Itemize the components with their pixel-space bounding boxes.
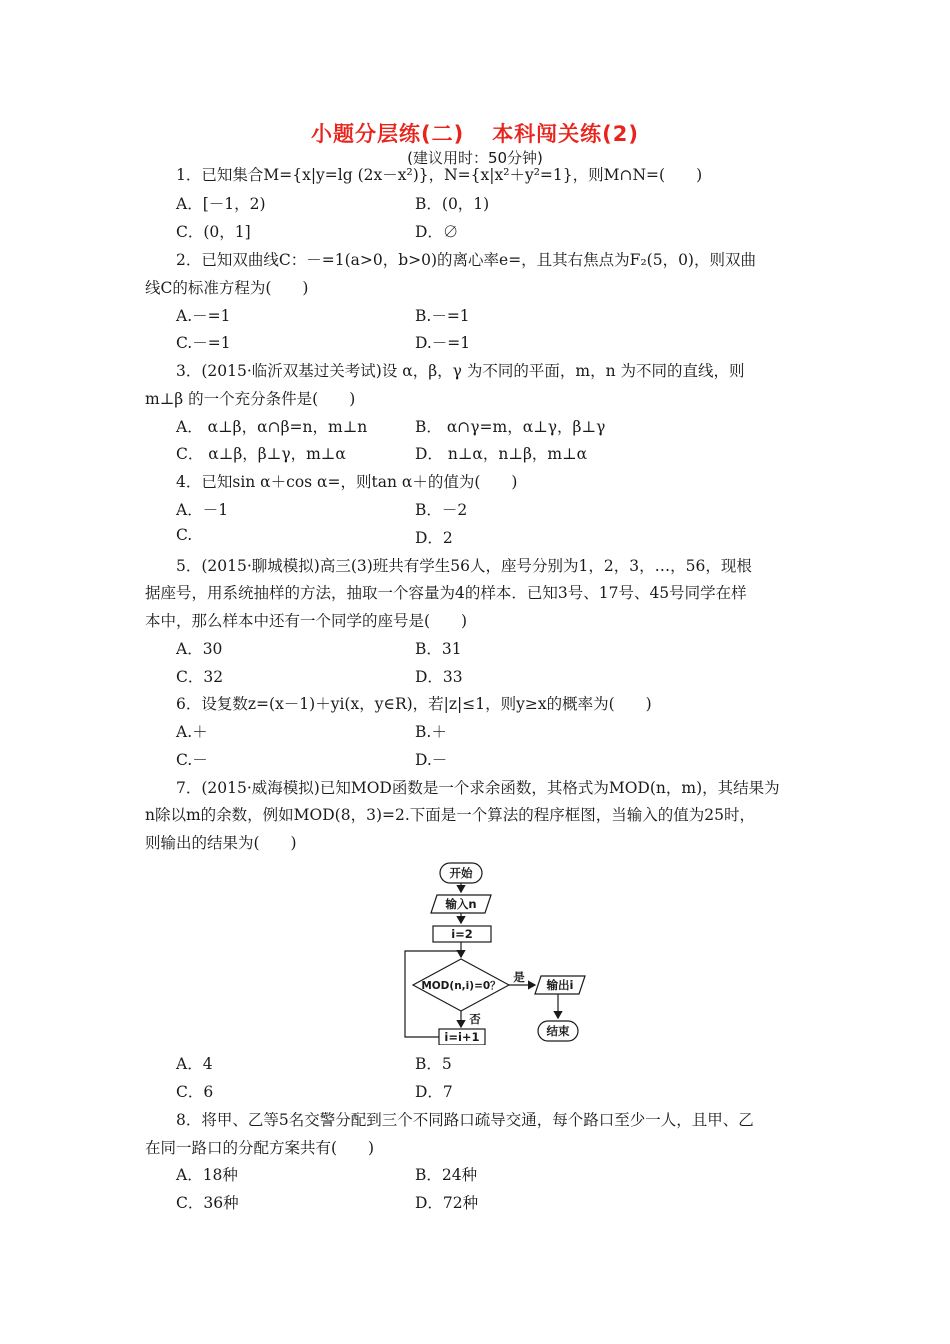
q3-stem-line1: 3．(2015·临沂双基过关考试)设 α，β，γ 为不同的平面，m，n 为不同的直线，则 xyxy=(176,362,745,380)
q4-option-a: A．－1 xyxy=(176,501,229,519)
q3-option-d: D． n⊥α，n⊥β，m⊥α xyxy=(415,445,588,463)
suggested-time: (建议用时：50分钟) xyxy=(407,149,543,167)
q8-option-d: D．72种 xyxy=(415,1194,479,1212)
q5-option-c: C．32 xyxy=(176,668,224,686)
flow-output-text: 输出i xyxy=(546,978,574,992)
q6-option-d: D.－ xyxy=(415,751,448,769)
q2-option-a: A.－=1 xyxy=(176,307,231,325)
title-part2: 本科闯关练(2) xyxy=(492,122,639,146)
q5-stem-line2: 据座号，用系统抽样的方法，抽取一个容量为4的样本．已知3号、17号、45号同学在样 xyxy=(145,584,747,602)
q1-option-b: B．(0，1) xyxy=(415,195,490,213)
q1-option-a: A．[－1，2) xyxy=(176,195,266,213)
q7-option-d: D．7 xyxy=(415,1083,453,1101)
q3-option-c: C． α⊥β，β⊥γ，m⊥α xyxy=(176,445,346,463)
q1-option-c: C．(0，1] xyxy=(176,223,251,241)
flow-no-text: 否 xyxy=(469,1012,481,1026)
flow-incr-text: i=i+1 xyxy=(444,1030,480,1044)
flow-yes-text: 是 xyxy=(513,970,525,984)
q8-option-a: A．18种 xyxy=(176,1166,238,1184)
q3-option-a: A． α⊥β，α∩β=n，m⊥n xyxy=(176,418,368,436)
q6-option-b: B.＋ xyxy=(415,723,447,741)
flow-cond-text: MOD(n,i)=0？ xyxy=(421,980,501,992)
flow-end-text: 结束 xyxy=(546,1024,570,1038)
q6-stem: 6．设复数z=(x－1)＋yi(x，y∈R)，若|z|≤1，则y≥x的概率为( ) xyxy=(176,695,652,713)
q7-stem-line1: 7．(2015·威海模拟)已知MOD函数是一个求余函数，其格式为MOD(n，m)，其结果为 xyxy=(176,779,780,797)
page-title xyxy=(0,118,950,148)
q4-stem: 4．已知sin α＋cos α=，则tan α＋的值为( ) xyxy=(176,473,518,491)
q4-option-b: B．－2 xyxy=(415,501,468,519)
q2-option-d: D.－=1 xyxy=(415,334,471,352)
q8-option-c: C．36种 xyxy=(176,1194,239,1212)
q6-option-a: A.＋ xyxy=(176,723,208,741)
q5-option-d: D．33 xyxy=(415,668,463,686)
q5-option-b: B．31 xyxy=(415,640,462,658)
q3-stem-line2: m⊥β 的一个充分条件是( ) xyxy=(145,390,356,408)
q2-option-b: B.－=1 xyxy=(415,307,470,325)
q7-option-c: C．6 xyxy=(176,1083,214,1101)
flow-input-text: 输入n xyxy=(445,897,477,911)
algorithm-flowchart xyxy=(395,855,595,1045)
q4-option-c: C. xyxy=(176,526,193,544)
title-part1: 小题分层练(二) xyxy=(310,122,465,146)
q6-option-c: C.－ xyxy=(176,751,208,769)
q7-stem-line2: n除以m的余数，例如MOD(8，3)=2.下面是一个算法的程序框图，当输入的值为25时， xyxy=(145,806,756,824)
flow-start-text: 开始 xyxy=(449,866,473,880)
q1-option-d: D．∅ xyxy=(415,223,459,241)
q7-option-b: B．5 xyxy=(415,1055,452,1073)
q8-stem-line2: 在同一路口的分配方案共有( ) xyxy=(145,1139,375,1157)
q5-stem-line1: 5．(2015·聊城模拟)高三(3)班共有学生56人，座号分别为1，2，3，…，56，现根 xyxy=(176,557,752,575)
q2-option-c: C.－=1 xyxy=(176,334,231,352)
q8-stem-line1: 8．将甲、乙等5名交警分配到三个不同路口疏导交通，每个路口至少一人，且甲、乙 xyxy=(176,1111,754,1129)
q2-stem-line2: 线C的标准方程为( ) xyxy=(145,279,309,297)
q7-stem-line3: 则输出的结果为( ) xyxy=(145,834,297,852)
q4-option-d: D．2 xyxy=(415,529,453,547)
q1-stem: 1．已知集合M={x|y=lg (2x－x²)}，N={x|x²＋y²=1}，则M∩N=( ) xyxy=(176,166,703,184)
q5-option-a: A．30 xyxy=(176,640,223,658)
q3-option-b: B． α∩γ=m，α⊥γ，β⊥γ xyxy=(415,418,606,436)
q2-stem-line1: 2．已知双曲线C：－=1(a>0，b>0)的离心率e=，且其右焦点为F₂(5，0)，则双曲 xyxy=(176,251,756,269)
q8-option-b: B．24种 xyxy=(415,1166,478,1184)
q7-option-a: A．4 xyxy=(176,1055,213,1073)
flow-init-text: i=2 xyxy=(451,927,473,941)
q5-stem-line3: 本中，那么样本中还有一个同学的座号是( ) xyxy=(145,612,468,630)
